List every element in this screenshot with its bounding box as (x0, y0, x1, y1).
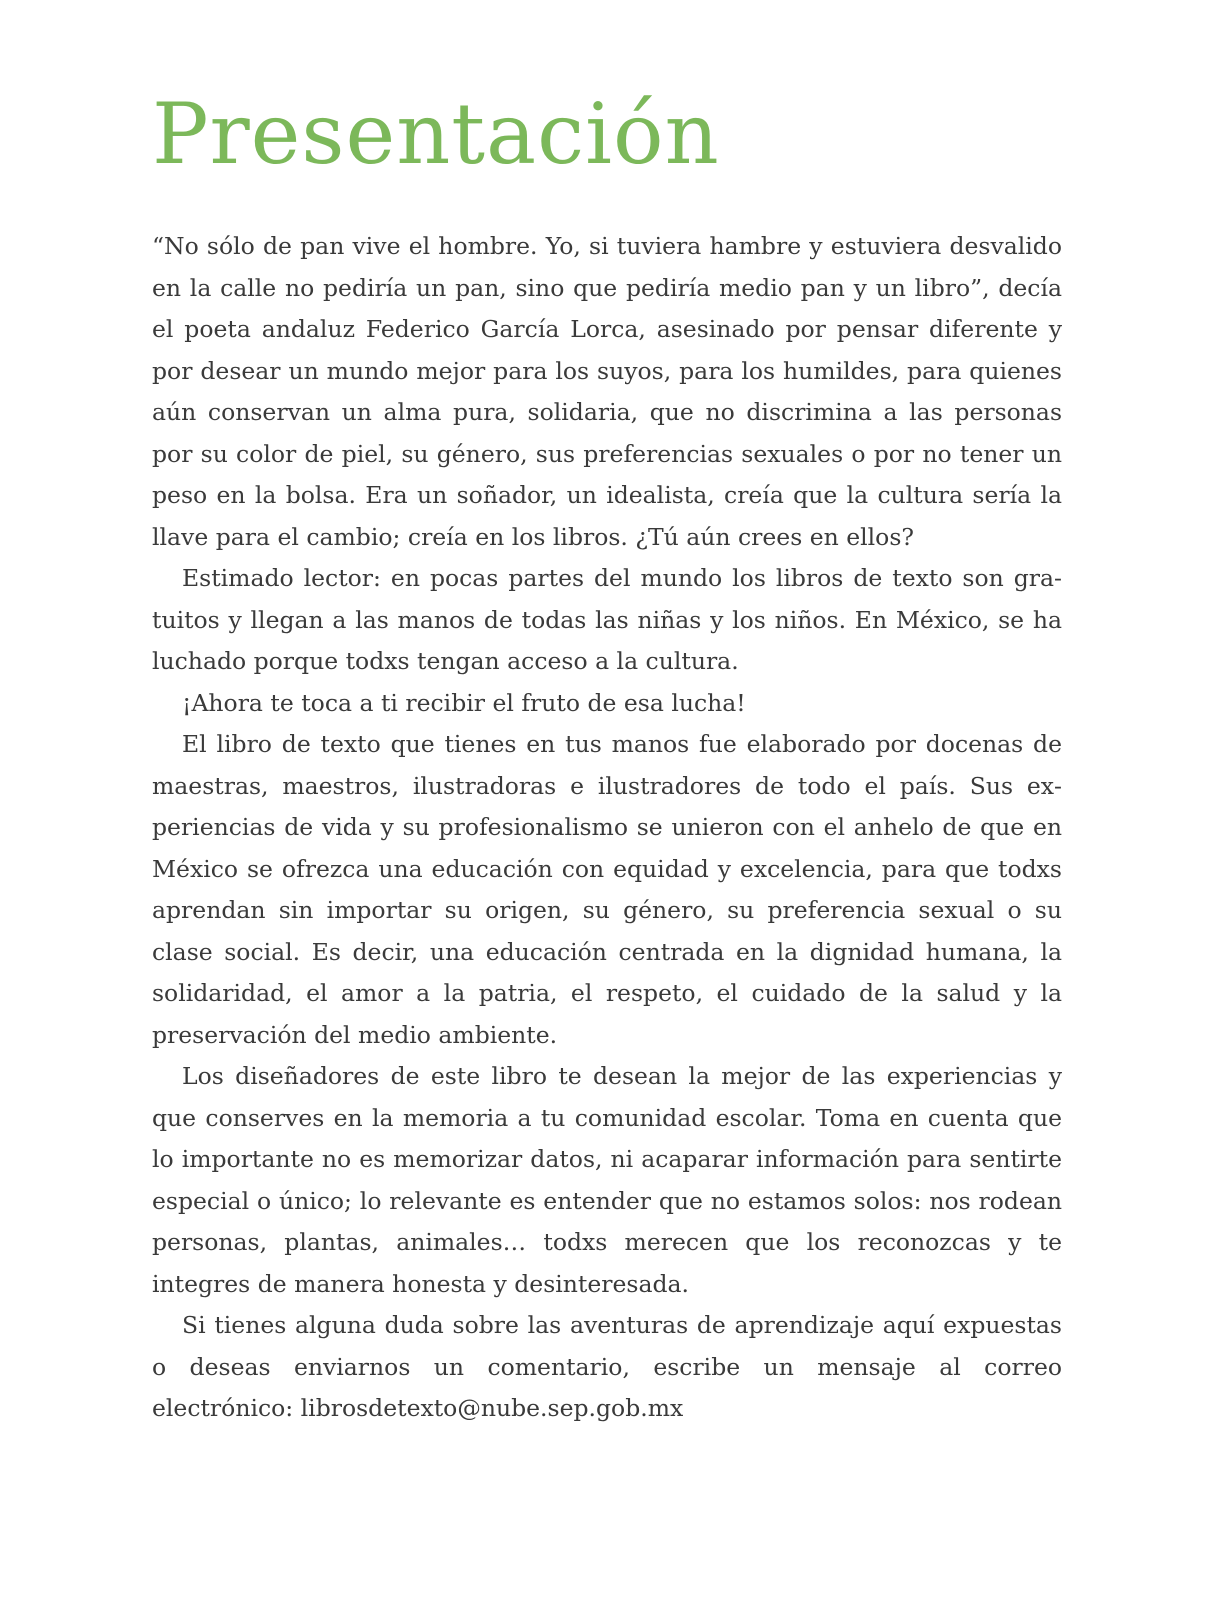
paragraph-exclamation: ¡Ahora te toca a ti recibir el fruto de esa lucha! (182, 688, 746, 717)
paragraph-intro: “No sólo de pan vive el hombre. Yo, si tuviera hambre y estuviera desvalido en la calle no pediría un pan, sino que pediría medio pan y un libro”, decía el poeta andaluz Federico García Lorca, asesinado por pensar diferente y por desear un mundo mejor para los suyos, para los humildes, para quienes aún conservan un alma pura, solidaria, que no discrimina a las personas por su color de piel, su género, sus preferencias sexuales o por no tener un peso en la bolsa. Era un soñador, un idealista, creía que la cultura sería la llave para el cambio; creía en los libros. ¿Tú aún crees en ellos? (152, 232, 1062, 551)
paragraph-contact: Si tienes alguna duda sobre las aventuras de aprendizaje aquí expuestas o deseas enviarnos un comentario, escribe un mensaje al correo electrónico: librosdetexto@nube.sep.gob.mx (152, 1311, 1062, 1422)
paragraph-disenadores: Los diseñadores de este libro te desean la mejor de las experiencias y que conserves en la memoria a tu comunidad escolar. Toma en cuenta que lo importante no es memorizar datos, ni acaparar información para sentirte especial o único; lo relevante es entender que no estamos solos: nos rodean personas, plantas, animales… todxs merecen que los reconozcas y te integres de manera honesta y desinteresada. (152, 1062, 1062, 1298)
body-text (152, 226, 1062, 1430)
paragraph-estimado-lector: Estimado lector: en pocas partes del mundo los libros de texto son gratuitos y llegan a las manos de todas las niñas y los niños. En México, se ha luchado porque todxs tengan acceso a la cultura. (152, 564, 1062, 675)
page-title: Presentación (152, 85, 720, 183)
paragraph-libro-de-texto: El libro de texto que tienes en tus manos fue elaborado por docenas de maestras, maestros, ilustradoras e ilustradores de todo el país. Sus experiencias de vida y su profesionalismo se unieron con el anhelo de que en México se ofrezca una educación con equidad y excelencia, para que todxs aprendan sin importar su origen, su género, su preferencia sexual o su clase social. Es decir, una educación centrada en la dignidad humana, la solidaridad, el amor a la patria, el respeto, el cuidado de la salud y la preservación del medio ambiente. (152, 730, 1062, 1049)
